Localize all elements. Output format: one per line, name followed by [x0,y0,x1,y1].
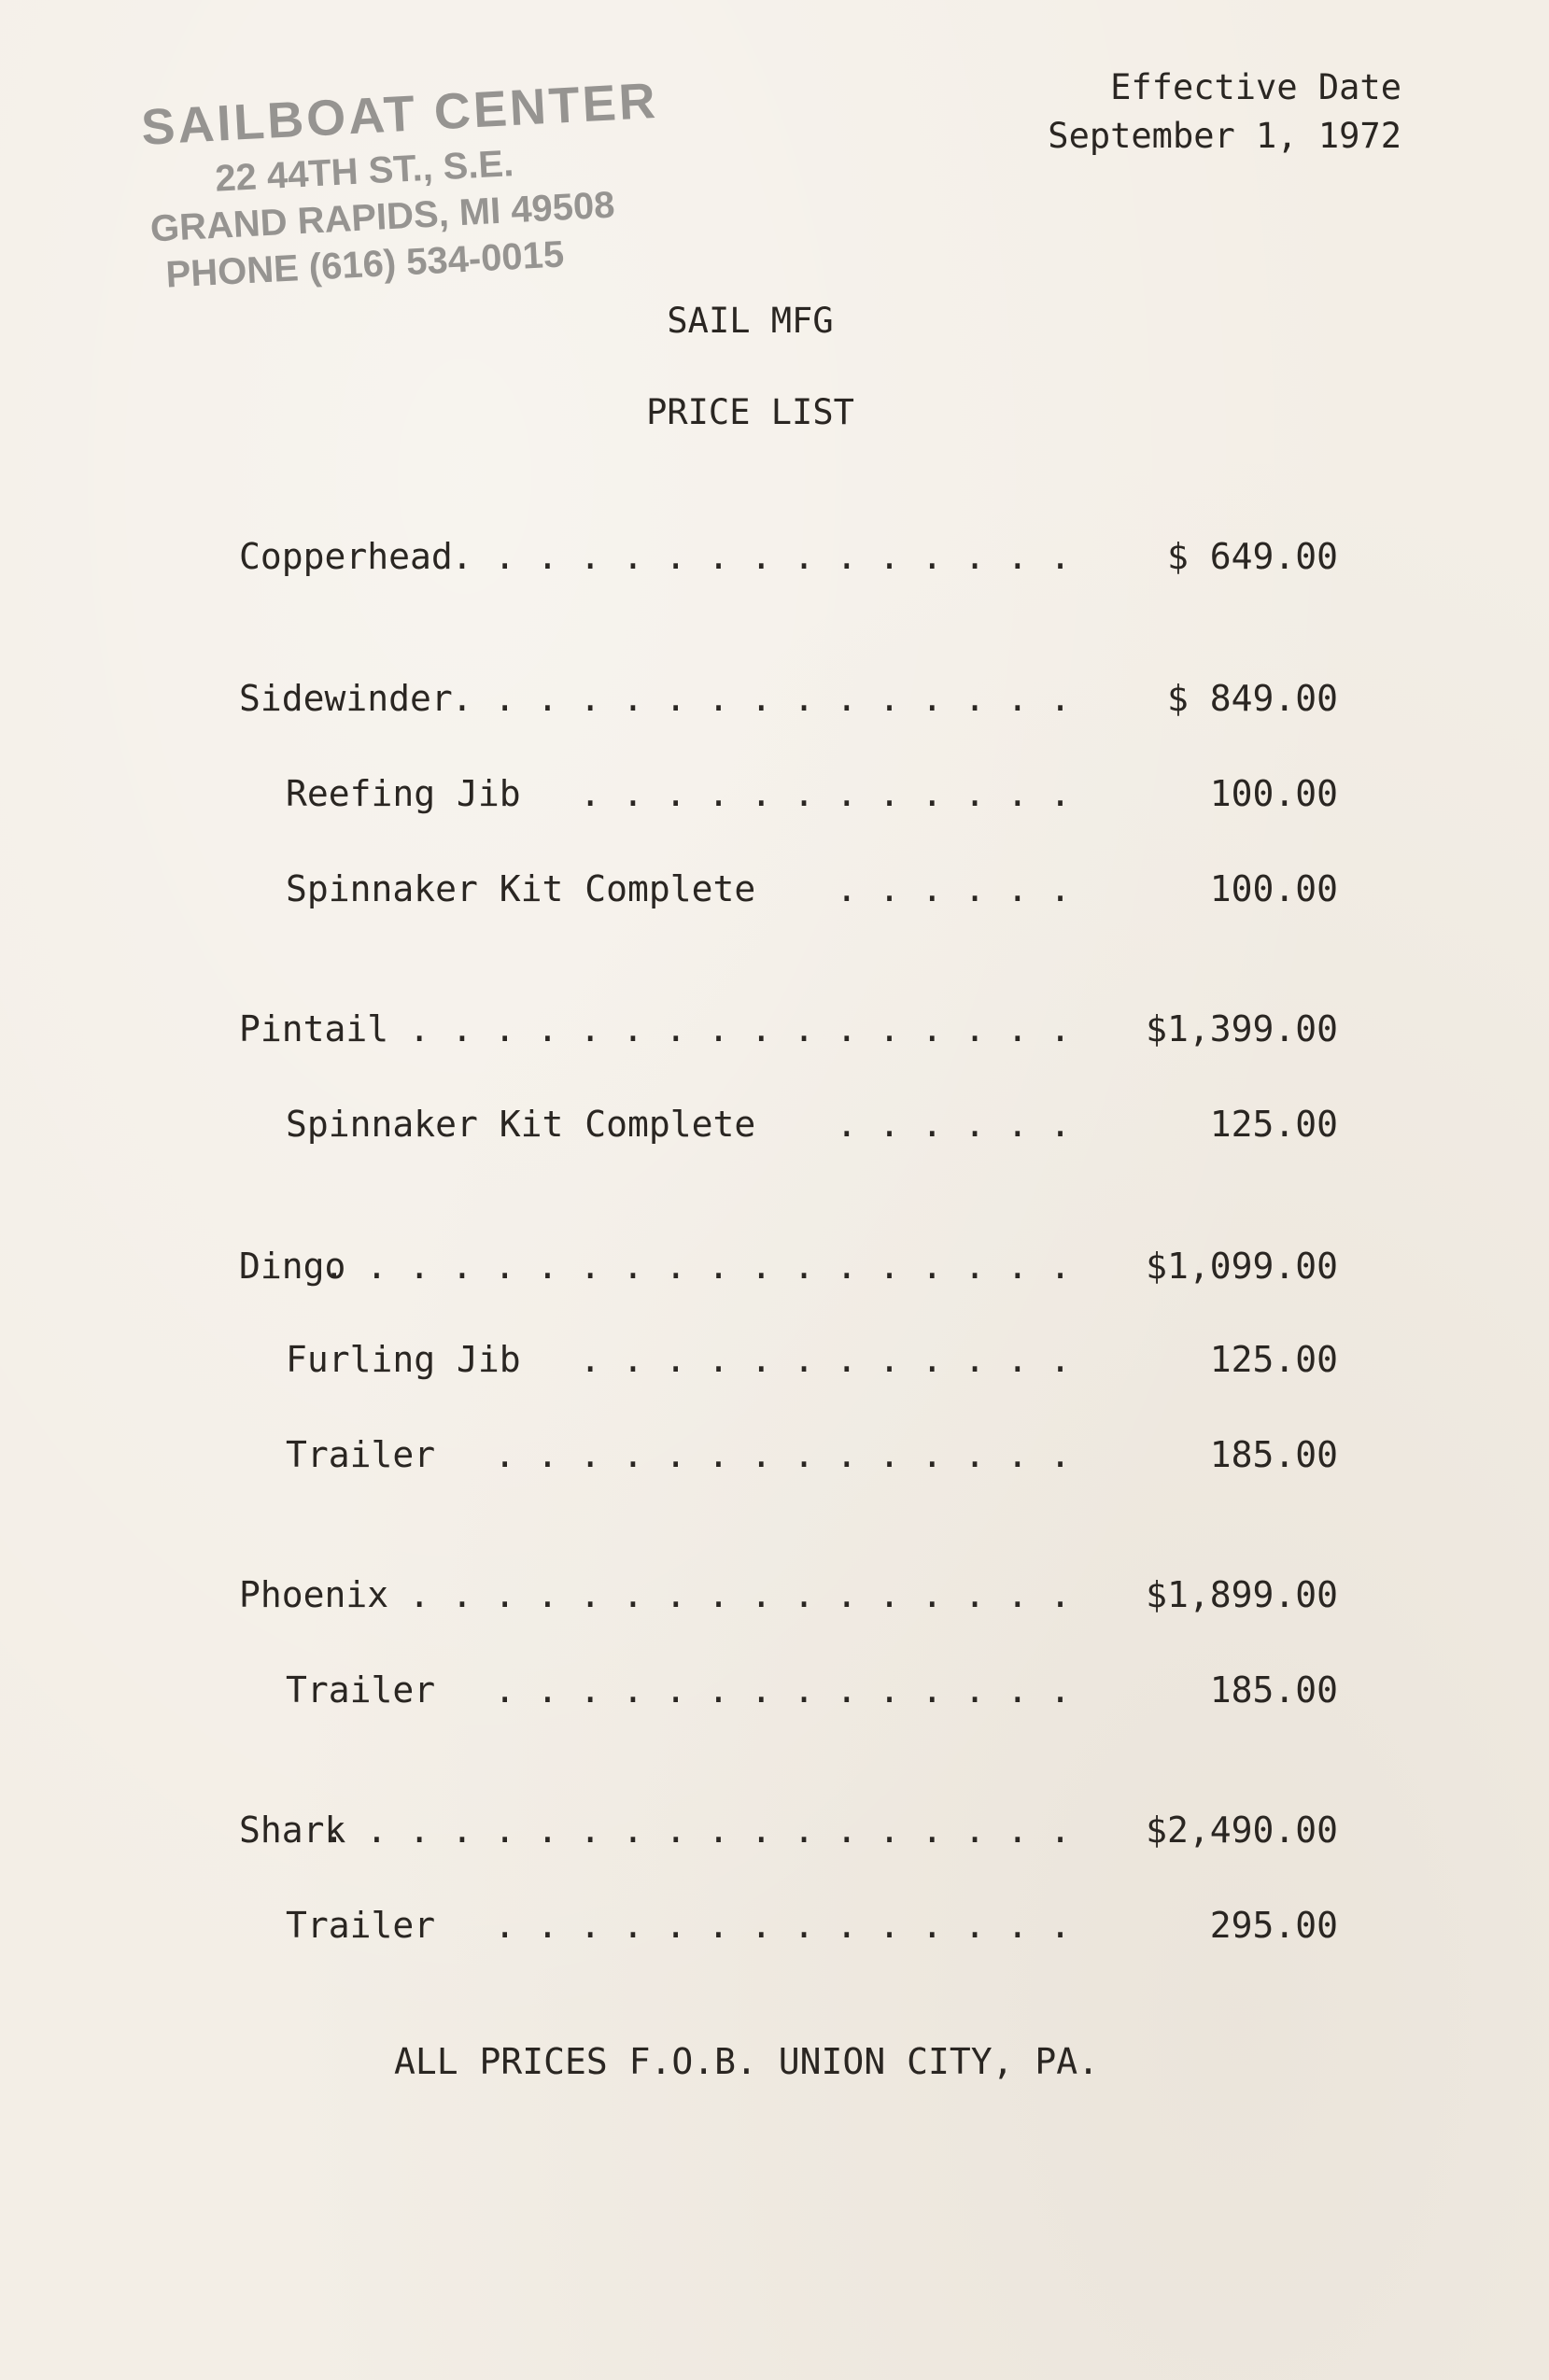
leader-dots: . . . . . . . . . . . . . . [494,1905,1071,1946]
item-price: $2,490.00 [1146,1810,1338,1851]
leader-dots: . . . . . . . . . . . . . . . . . . [323,1810,1071,1851]
stamp-phone: PHONE (616) 534-0015 [164,233,566,296]
effective-date-value: September 1, 1972 [1048,116,1401,156]
item-name: Pintail [239,1008,389,1049]
item-price: 295.00 [1209,1905,1338,1946]
list-item [0,766,1549,822]
item-name: Dingo [239,1246,346,1287]
list-item [0,1802,1549,1858]
item-price: 100.00 [1209,773,1338,814]
item-price: 125.00 [1209,1339,1338,1380]
stamp-city: GRAND RAPIDS, MI 49508 [148,184,616,250]
item-name: Furling Jib [286,1339,521,1380]
list-item [0,1427,1549,1483]
list-item [0,1096,1549,1152]
item-price: $ 849.00 [1166,678,1338,719]
dealer-stamp [138,72,670,296]
item-price: $ 649.00 [1166,536,1338,577]
leader-dots: . . . . . . . . . . . . . . . [451,536,1071,577]
list-item [0,670,1549,726]
leader-dots: . . . . . . . . . . . . . . . . . . [323,1246,1071,1287]
list-item [0,1567,1549,1623]
item-name: Trailer [286,1434,436,1475]
list-item [0,1662,1549,1718]
item-price: $1,899.00 [1146,1574,1338,1615]
list-item [0,861,1549,917]
item-name: Trailer [286,1669,436,1711]
item-name: Shark [239,1810,346,1851]
list-item [0,1897,1549,1953]
item-name: Spinnaker Kit Complete [286,868,756,909]
list-item [0,1238,1549,1294]
item-price: 100.00 [1209,868,1338,909]
leader-dots: . . . . . . . . . . . . . . . . [408,1574,1071,1615]
fob-note [0,2041,1549,2082]
item-price: 125.00 [1209,1104,1338,1145]
leader-dots: . . . . . . . . . . . . . . [494,1669,1071,1711]
leader-dots: . . . . . . . . . . . . . . . [451,678,1071,719]
item-price: 185.00 [1209,1434,1338,1475]
effective-date-label: Effective Date [1110,67,1401,107]
list-item [0,528,1549,584]
stamp-name: SAILBOAT CENTER [139,72,660,156]
fob-note-text: ALL PRICES F.O.B. UNION CITY, PA. [394,2041,1099,2082]
leader-dots: . . . . . . . . . . . . [579,1339,1071,1380]
leader-dots: . . . . . . . . . . . . . . . . [408,1008,1071,1049]
effective-date-block [1048,63,1401,161]
item-price: $1,099.00 [1146,1246,1338,1287]
leader-dots: . . . . . . [836,1104,1071,1145]
item-name: Reefing Jib [286,773,521,814]
item-price: $1,399.00 [1146,1008,1338,1049]
leader-dots: . . . . . . [836,868,1071,909]
list-item [0,1331,1549,1387]
leader-dots: . . . . . . . . . . . . [579,773,1071,814]
page-subtitle: PRICE LIST [646,392,854,432]
item-name: Phoenix [239,1574,389,1615]
page-title: SAIL MFG [667,301,834,341]
item-name: Sidewinder [239,678,453,719]
list-item [0,1001,1549,1057]
item-name: Copperhead [239,536,453,577]
item-name: Spinnaker Kit Complete [286,1104,756,1145]
leader-dots: . . . . . . . . . . . . . . [494,1434,1071,1475]
item-price: 185.00 [1209,1669,1338,1711]
stamp-street: 22 44TH ST., S.E. [214,143,515,200]
item-name: Trailer [286,1905,436,1946]
